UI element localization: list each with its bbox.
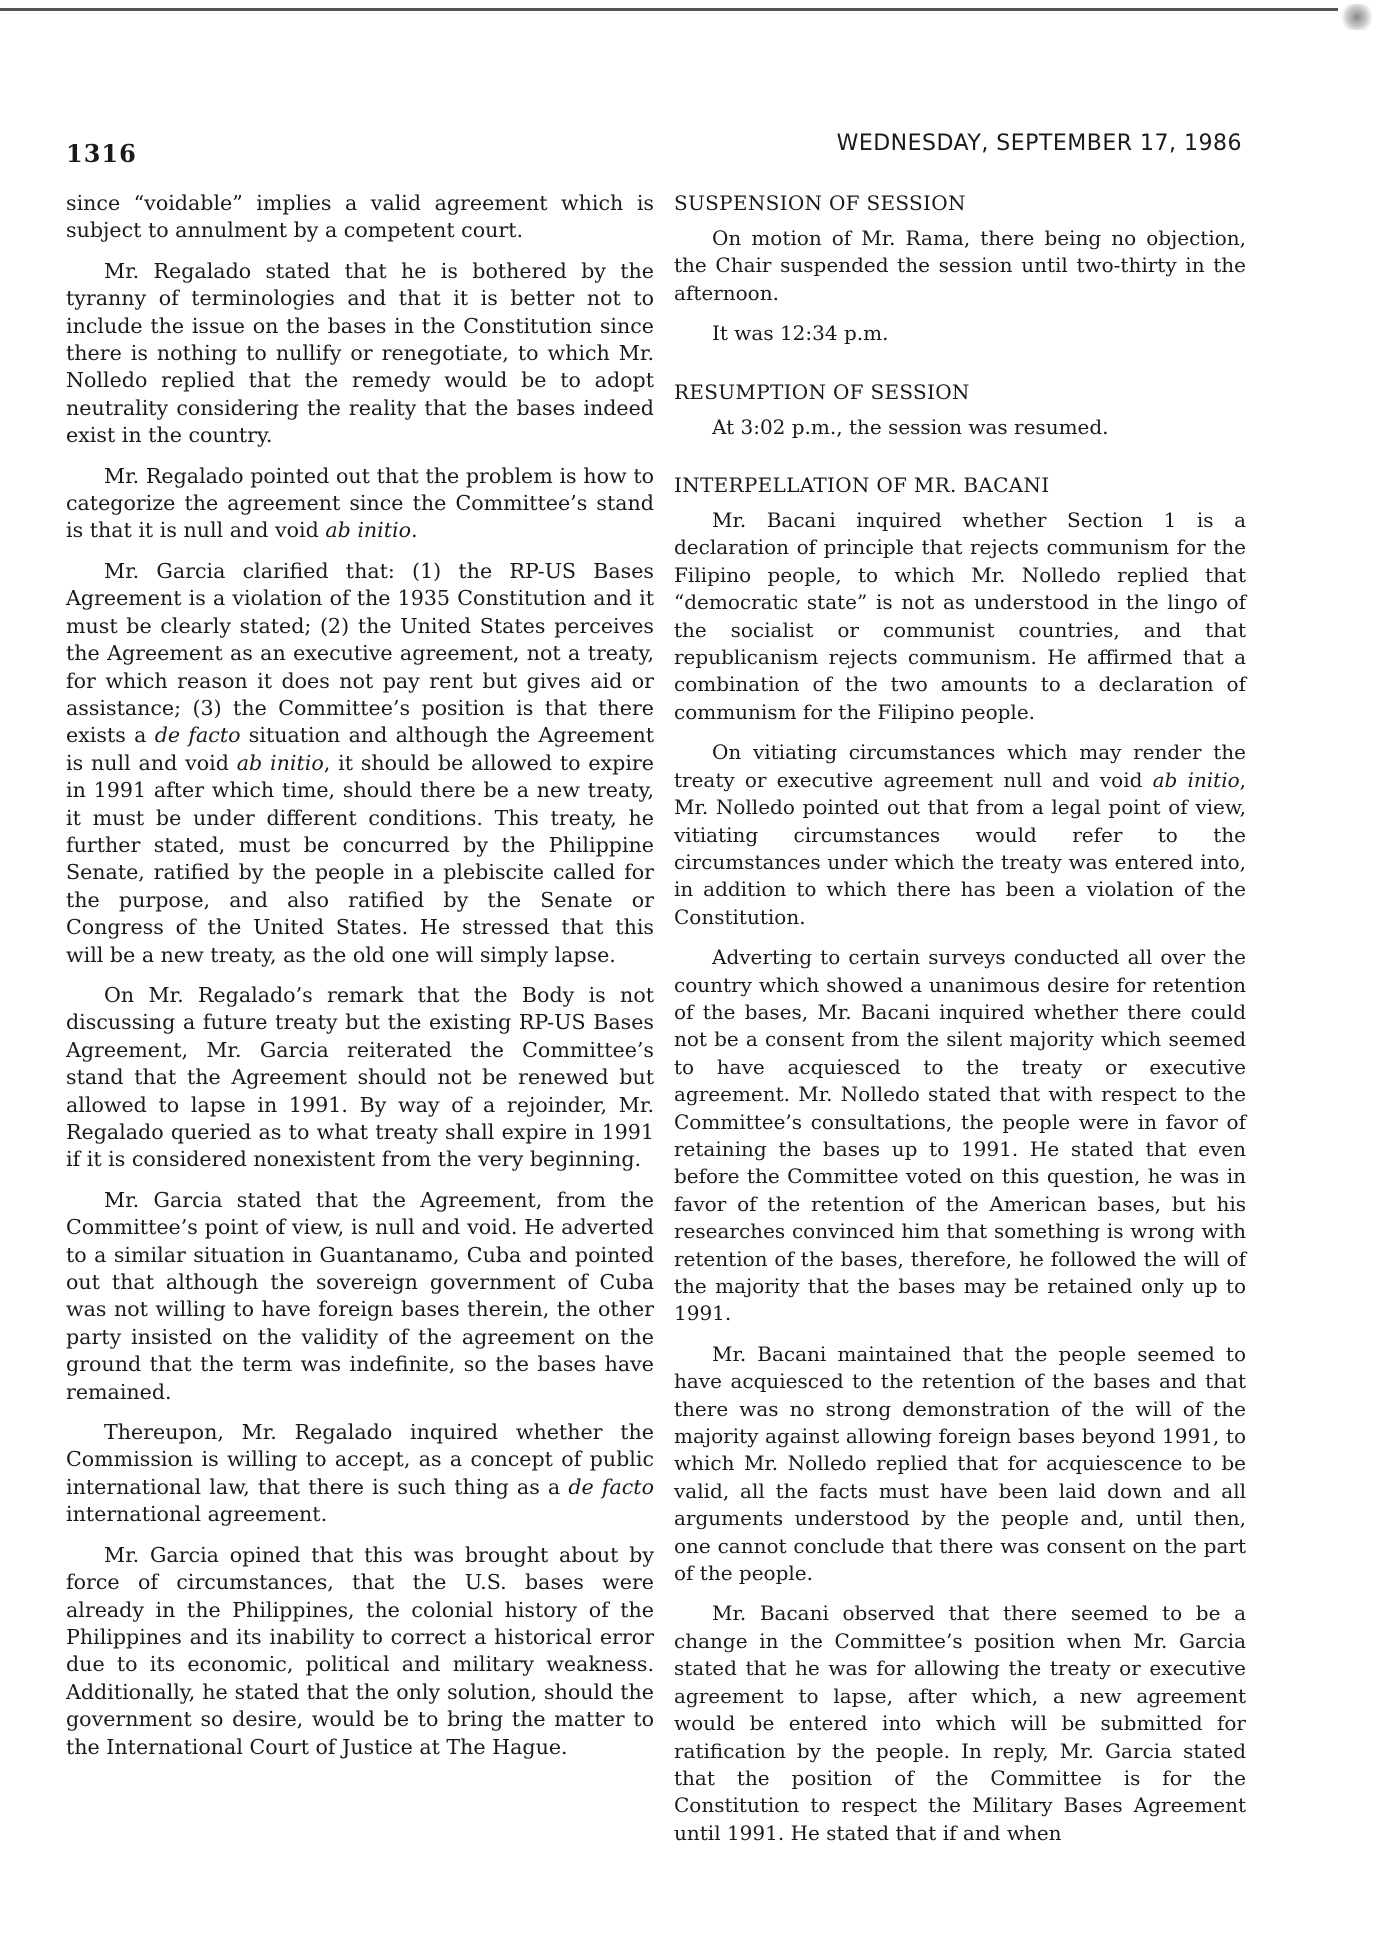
paragraph: Adverting to certain surveys conducted all over the country which showed a unanimous desire for retention of the bases, Mr. Bacani inquired whether there could not be a consent from the silent majority which seemed to have acquiesced to the treaty or executive agreement. Mr. Nolledo stated that with respect to the Committee’s consultations, the people were in favor of retaining the bases up to 1991. He stated that even before the Committee voted on this question, he was in favor of the retention of the American bases, but his researches convinced him that something is wrong with retention of the bases, therefore, he followed the will of the majority that the bases may be retained only up to 1991. — [674, 945, 1246, 1326]
text-run: . — [411, 518, 418, 543]
paragraph: Mr. Bacani observed that there seemed to be a change in the Committee’s position when Mr. Garcia stated that he was for allowing the treaty or executive agreement to lapse, after which, a new agreement would be entered into which will be submitted for ratification by the people. In reply, Mr. Garcia stated that the position of the Committee is for the Constitution to respect the Military Bases Agreement until 1991. He stated that if and when — [674, 1601, 1246, 1845]
text-run: On vitiating circumstances which may render the treaty or executive agreement null and void — [674, 740, 1246, 792]
italic-run: de facto — [154, 723, 241, 748]
paragraph: Mr. Bacani inquired whether Section 1 is a declaration of principle that rejects communism for the Filipino people, to which Mr. Nolledo replied that “democratic state” is not as understood in the lingo of the socialist or communist countries, and that republicanism rejects communism. He affirmed that a combination of the two amounts to a declaration of communism for the Filipino people. — [674, 508, 1246, 724]
paragraph: since “voidable” implies a valid agreement which is subject to annulment by a competent court. — [66, 191, 654, 243]
section-heading: INTERPELLATION OF MR. BACANI — [674, 473, 1050, 498]
paragraph: Mr. Garcia opined that this was brought about by force of circumstances, that the U.S. bases were already in the Philippines, the colonial history of the Philippines and its inability to correct a historical error due to its economic, political and military weakness. Additionally, he stated that the only solution, should the government so desire, would be to bring the matter to the International Court of Justice at The Hague. — [66, 1542, 654, 1759]
paragraph: Mr. Garcia stated that the Agreement, from the Committee’s point of view, is null and void. He adverted to a similar situation in Guantanamo, Cuba and pointed out that although the sovereign government of Cuba was not willing to have foreign bases therein, the other party insisted on the validity of the agreement on the ground that the term was indefinite, so the bases have remained. — [66, 1187, 654, 1404]
paragraph: It was 12:34 p.m. — [712, 321, 889, 346]
text-run: , it should be allowed to expire in 1991 after which time, should there be a new treaty, it must be under different conditions. This treaty, he further stated, must be concurred by the Philippine Senate, ratified by the people in a plebiscite called for the purpose, and also ratified by the Senate or Congress of the United States. He stressed that this will be a new treaty, as the old one will simply lapse. — [66, 750, 654, 967]
text-run: situation and although the Agreement is null and void — [66, 723, 655, 775]
spacer — [674, 361, 1246, 379]
text-run: Thereupon, Mr. Regalado inquired whether the Commission is willing to accept, as a concept of public international law, that there is such thing as a — [66, 1420, 654, 1499]
top-edge-rule — [0, 8, 1338, 11]
text-run: international agreement. — [66, 1502, 328, 1527]
text-run: , Mr. Nolledo pointed out that from a legal point of view, vitiating circumstances would refer to the circumstances under which the treaty was entered into, in addition to which there has been a violation of the Constitution. — [674, 767, 1246, 929]
left-column — [66, 190, 654, 1774]
italic-run: ab initio — [1152, 767, 1240, 792]
italic-run: ab initio — [236, 750, 324, 775]
italic-run: ab initio — [325, 518, 412, 543]
page-date: WEDNESDAY, SEPTEMBER 17, 1986 — [836, 131, 1242, 156]
paragraph — [66, 463, 654, 545]
paragraph: Mr. Bacani maintained that the people seemed to have acquiesced to the retention of the bases and that there was no strong demonstration of the will of the majority against allowing foreign bases beyond 1991, to which Mr. Nolledo replied that for acquiescence to be valid, all the facts must have been laid down and all arguments understood by the people and, until then, one cannot conclude that there was consent on the part of the people. — [674, 1341, 1246, 1586]
text-run: Mr. Regalado pointed out that the problem is how to categorize the agreement since the Committee’s stand is that it is null and void — [66, 463, 654, 543]
paragraph: Mr. Regalado stated that he is bothered by the tyranny of terminologies and that it is better not to include the issue on the bases in the Constitution since there is nothing to nullify or renegotiate, to which Mr. Nolledo replied that the remedy would be to adopt neutrality considering the reality that the bases indeed exist in the country. — [66, 258, 654, 448]
text-run: Mr. Garcia clarified that: (1) the RP-US Bases Agreement is a violation of the 1935 Constitution and it must be clearly stated; (2) the United States perceives the Agreement as an executive agreement, not a treaty, for which reason it does not pay rent but gives aid or assistance; (3) the Committee’s position is that there exists a — [66, 558, 654, 748]
section-heading: SUSPENSION OF SESSION — [674, 191, 966, 215]
page-number: 1316 — [66, 139, 137, 168]
paragraph — [66, 558, 654, 969]
italic-run: de facto — [568, 1474, 654, 1499]
right-column — [674, 190, 1246, 1860]
scan-smudge — [1340, 4, 1374, 30]
page-header — [66, 122, 1242, 168]
spacer — [674, 454, 1246, 472]
paragraph: On Mr. Regalado’s remark that the Body is not discussing a future treaty but the existing RP-US Bases Agreement, Mr. Garcia reiterated the Committee’s stand that the Agreement should not be renewed but allowed to lapse in 1991. By way of a rejoinder, Mr. Regalado queried as to what treaty shall expire in 1991 if it is considered nonexistent from the very beginning. — [66, 982, 654, 1172]
paragraph — [674, 739, 1246, 931]
paragraph: On motion of Mr. Rama, there being no objection, the Chair suspended the session until two-thirty in the afternoon. — [674, 226, 1246, 305]
paragraph — [66, 1419, 654, 1529]
section-heading: RESUMPTION OF SESSION — [674, 379, 970, 404]
paragraph: At 3:02 p.m., the session was resumed. — [712, 414, 1109, 439]
